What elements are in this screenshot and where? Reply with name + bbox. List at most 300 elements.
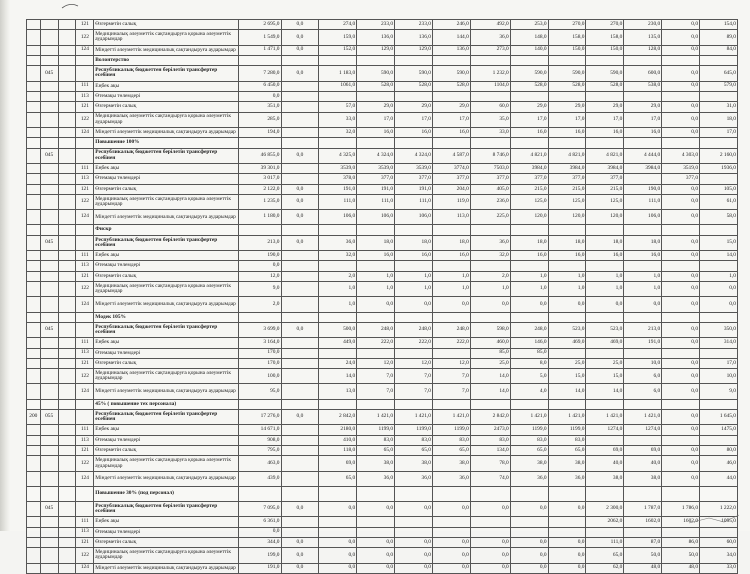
description-cell: Еңбек ақы xyxy=(94,425,239,435)
month-value-cell: 233,0 xyxy=(395,20,433,30)
month-value-cell: 144,0 xyxy=(432,30,470,45)
month-value-cell: 111,0 xyxy=(319,195,357,210)
level3-code-cell xyxy=(58,261,76,271)
month-value-cell: 4 303,0 xyxy=(662,148,700,163)
month-value-cell: 1,0 xyxy=(624,271,662,281)
description-cell: Еңбек ақы xyxy=(94,338,239,348)
value-cell xyxy=(700,312,738,322)
month-value-cell: 36,0 xyxy=(319,235,357,250)
total-cell: 439,0 xyxy=(239,471,281,486)
value-cell xyxy=(548,225,586,235)
level1-code-cell xyxy=(27,548,41,563)
month-value-cell: 89,0 xyxy=(700,30,738,45)
value-cell xyxy=(586,138,624,148)
month-value-cell: 36,0 xyxy=(395,471,433,486)
level1-code-cell xyxy=(27,446,41,456)
month-value-cell: 1602,0 xyxy=(662,517,700,527)
month-value-cell: 36,0 xyxy=(357,471,395,486)
description-cell: Өзгерметін салық xyxy=(94,102,239,112)
level2-code-cell xyxy=(40,338,58,348)
subclass-code-cell xyxy=(76,486,94,501)
month-value-cell: 60,0 xyxy=(700,537,738,547)
month-value-cell: 136,0 xyxy=(395,30,433,45)
month-value-cell: 65,0 xyxy=(357,446,395,456)
subclass-code-cell: 124 xyxy=(76,471,94,486)
level1-code-cell xyxy=(27,425,41,435)
month-value-cell: 34,0 xyxy=(700,548,738,563)
month-value-cell: 191,0 xyxy=(319,184,357,194)
level3-code-cell xyxy=(58,456,76,471)
month-value-cell: 0,0 xyxy=(662,446,700,456)
value-cell xyxy=(395,486,433,501)
month-value-cell: 128,0 xyxy=(624,45,662,55)
table-row xyxy=(27,471,738,486)
month-value-cell: 377,0 xyxy=(470,174,510,184)
month-value-cell xyxy=(586,435,624,445)
level3-code-cell xyxy=(58,358,76,368)
level1-code-cell xyxy=(27,20,41,30)
month-value-cell: 0,0 xyxy=(662,282,700,297)
month-value-cell: 29,0 xyxy=(432,102,470,112)
month-value-cell: 74,0 xyxy=(470,471,510,486)
description-cell: Республикалық бюджеттен берілетін трансфертер есебінен xyxy=(94,410,239,425)
month-value-cell xyxy=(470,261,510,271)
level2-code-cell: 045 xyxy=(40,66,58,81)
subclass-code-cell: 121 xyxy=(76,537,94,547)
month-value-cell: 12,0 xyxy=(357,358,395,368)
month-value-cell: 36,0 xyxy=(548,471,586,486)
month-value-cell xyxy=(281,261,319,271)
description-cell: Медициналық әлеуметтік сақтандыруға қорына әлеуметтік аударымдар xyxy=(94,30,239,45)
value-cell xyxy=(624,225,662,235)
month-value-cell xyxy=(357,91,395,101)
month-value-cell xyxy=(319,348,357,358)
level1-code-cell xyxy=(27,148,41,163)
value-cell xyxy=(700,55,738,65)
total-cell: 1 235,0 xyxy=(239,195,281,210)
total-cell: 7 095,0 xyxy=(239,501,281,516)
month-value-cell: 32,0 xyxy=(319,127,357,137)
month-value-cell: 83,0 xyxy=(395,435,433,445)
month-value-cell: 274,0 xyxy=(319,20,357,30)
subclass-code-cell: 111 xyxy=(76,425,94,435)
month-value-cell: 69,0 xyxy=(624,446,662,456)
month-value-cell: 120,0 xyxy=(586,210,624,225)
month-value-cell: 9,0 xyxy=(700,384,738,399)
month-value-cell: 500,0 xyxy=(319,322,357,337)
subclass-code-cell xyxy=(76,66,94,81)
month-value-cell: 528,0 xyxy=(432,81,470,91)
value-cell xyxy=(432,486,470,501)
month-value-cell: 105,0 xyxy=(700,184,738,194)
month-value-cell xyxy=(586,527,624,537)
level2-code-cell xyxy=(40,384,58,399)
month-value-cell xyxy=(624,527,662,537)
month-value-cell: 590,0 xyxy=(357,66,395,81)
level1-code-cell xyxy=(27,45,41,55)
month-value-cell: 0,0 xyxy=(662,384,700,399)
total-cell: 9,0 xyxy=(239,282,281,297)
month-value-cell xyxy=(357,527,395,537)
table-row xyxy=(27,20,738,30)
level3-code-cell xyxy=(58,30,76,45)
table-row xyxy=(27,271,738,281)
month-value-cell: 0,0 xyxy=(510,297,548,312)
subclass-code-cell: 122 xyxy=(76,369,94,384)
month-value-cell: 0,0 xyxy=(662,425,700,435)
month-value-cell: 0,0 xyxy=(662,112,700,127)
month-value-cell: 38,0 xyxy=(586,471,624,486)
month-value-cell xyxy=(548,348,586,358)
month-value-cell: 16,0 xyxy=(510,251,548,261)
month-value-cell: 273,0 xyxy=(470,45,510,55)
month-value-cell: 225,0 xyxy=(470,210,510,225)
month-value-cell: 10,0 xyxy=(700,369,738,384)
level2-code-cell xyxy=(40,471,58,486)
value-cell xyxy=(239,225,281,235)
value-cell xyxy=(281,55,319,65)
subclass-code-cell: 122 xyxy=(76,282,94,297)
month-value-cell xyxy=(281,471,319,486)
value-cell xyxy=(281,225,319,235)
month-value-cell: 1,0 xyxy=(548,282,586,297)
value-cell xyxy=(432,312,470,322)
month-value-cell: 2 300,0 xyxy=(586,501,624,516)
level1-code-cell xyxy=(27,369,41,384)
value-cell xyxy=(470,312,510,322)
subclass-code-cell: 113 xyxy=(76,348,94,358)
month-value-cell: 140,0 xyxy=(510,45,548,55)
level3-code-cell xyxy=(58,282,76,297)
month-value-cell: 16,0 xyxy=(432,127,470,137)
month-value-cell: 111,0 xyxy=(357,195,395,210)
month-value-cell: 469,0 xyxy=(548,338,586,348)
level1-code-cell: 200 xyxy=(27,410,41,425)
subclass-code-cell: 111 xyxy=(76,338,94,348)
month-value-cell: 13,0 xyxy=(319,384,357,399)
month-value-cell: 0,0 xyxy=(357,297,395,312)
month-value-cell: 58,0 xyxy=(700,210,738,225)
description-cell: Медициналық әлеуметтік сақтандыруға қорына әлеуметтік аударымдар xyxy=(94,195,239,210)
month-value-cell: 377,0 xyxy=(432,174,470,184)
subclass-code-cell: 121 xyxy=(76,20,94,30)
month-value-cell: 1475,0 xyxy=(700,425,738,435)
month-value-cell: 1,0 xyxy=(700,271,738,281)
level1-code-cell xyxy=(27,456,41,471)
month-value-cell: 1 421,0 xyxy=(357,410,395,425)
month-value-cell: 1,0 xyxy=(357,282,395,297)
month-value-cell: 222,0 xyxy=(357,338,395,348)
month-value-cell: 0,0 xyxy=(395,537,433,547)
total-cell: 2,0 xyxy=(239,297,281,312)
level3-code-cell xyxy=(58,399,76,409)
month-value-cell: 17,0 xyxy=(700,127,738,137)
month-value-cell xyxy=(586,91,624,101)
level1-code-cell xyxy=(27,322,41,337)
total-cell: 463,0 xyxy=(239,456,281,471)
value-cell xyxy=(510,486,548,501)
description-cell: Фискр xyxy=(94,225,239,235)
month-value-cell xyxy=(624,348,662,358)
month-value-cell: 106,0 xyxy=(319,210,357,225)
level2-code-cell xyxy=(40,399,58,409)
month-value-cell: 0,0 xyxy=(548,537,586,547)
month-value-cell: 213,0 xyxy=(624,322,662,337)
description-cell: Еңбек ақы xyxy=(94,163,239,173)
month-value-cell: 0,0 xyxy=(432,563,470,573)
value-cell xyxy=(586,225,624,235)
level3-code-cell xyxy=(58,348,76,358)
table-row xyxy=(27,384,738,399)
month-value-cell xyxy=(281,112,319,127)
value-cell xyxy=(432,55,470,65)
month-value-cell: 0,0 xyxy=(357,548,395,563)
level3-code-cell xyxy=(58,446,76,456)
value-cell xyxy=(319,486,357,501)
month-value-cell: 538,0 xyxy=(624,81,662,91)
month-value-cell: 25,0 xyxy=(470,358,510,368)
level3-code-cell xyxy=(58,148,76,163)
table-row xyxy=(27,148,738,163)
month-value-cell: 0,0 xyxy=(700,297,738,312)
month-value-cell: 590,0 xyxy=(432,66,470,81)
month-value-cell: 69,0 xyxy=(319,456,357,471)
level2-code-cell: 045 xyxy=(40,322,58,337)
level2-code-cell xyxy=(40,20,58,30)
level2-code-cell xyxy=(40,55,58,65)
month-value-cell xyxy=(432,91,470,101)
month-value-cell xyxy=(395,261,433,271)
month-value-cell: 0,0 xyxy=(662,30,700,45)
subclass-code-cell xyxy=(76,322,94,337)
month-value-cell: 2180,0 xyxy=(319,425,357,435)
month-value-cell: 29,0 xyxy=(395,102,433,112)
description-cell: Өзгерметін салық xyxy=(94,446,239,456)
month-value-cell: 14,0 xyxy=(548,384,586,399)
value-cell xyxy=(357,312,395,322)
month-value-cell: 0,0 xyxy=(281,322,319,337)
month-value-cell xyxy=(395,91,433,101)
level1-code-cell xyxy=(27,184,41,194)
month-value-cell: 528,0 xyxy=(357,81,395,91)
month-value-cell: 1199,0 xyxy=(548,425,586,435)
month-value-cell: 230,0 xyxy=(624,20,662,30)
level1-code-cell xyxy=(27,563,41,573)
month-value-cell xyxy=(281,174,319,184)
month-value-cell: 1061,0 xyxy=(319,81,357,91)
level2-code-cell xyxy=(40,163,58,173)
subclass-code-cell: 113 xyxy=(76,435,94,445)
table-row xyxy=(27,456,738,471)
month-value-cell: 24,0 xyxy=(319,358,357,368)
description-cell: Міндетті әлеуметтік медициналық сақтандыруға аударымдар xyxy=(94,127,239,137)
month-value-cell: 460,0 xyxy=(470,338,510,348)
month-value-cell: 69,0 xyxy=(586,446,624,456)
month-value-cell: 29,0 xyxy=(586,102,624,112)
month-value-cell: 2 160,0 xyxy=(700,148,738,163)
value-cell xyxy=(662,486,700,501)
month-value-cell: 0,0 xyxy=(662,271,700,281)
month-value-cell xyxy=(662,348,700,358)
value-cell xyxy=(395,225,433,235)
month-value-cell: 1 421,0 xyxy=(395,410,433,425)
month-value-cell: 113,0 xyxy=(432,210,470,225)
description-cell: Модек 105% xyxy=(94,312,239,322)
month-value-cell: 0,0 xyxy=(319,501,357,516)
month-value-cell: 1274,0 xyxy=(586,425,624,435)
level3-code-cell xyxy=(58,548,76,563)
table-row xyxy=(27,358,738,368)
month-value-cell xyxy=(281,91,319,101)
level1-code-cell xyxy=(27,66,41,81)
month-value-cell: 590,0 xyxy=(548,66,586,81)
month-value-cell: 0,0 xyxy=(662,297,700,312)
level2-code-cell: 055 xyxy=(40,410,58,425)
month-value-cell: 18,0 xyxy=(357,235,395,250)
level3-code-cell xyxy=(58,55,76,65)
month-value-cell: 60,0 xyxy=(470,102,510,112)
month-value-cell: 0,0 xyxy=(470,548,510,563)
level3-code-cell xyxy=(58,163,76,173)
month-value-cell: 111,0 xyxy=(395,195,433,210)
level3-code-cell xyxy=(58,486,76,501)
month-value-cell: 1,0 xyxy=(510,282,548,297)
level1-code-cell xyxy=(27,384,41,399)
month-value-cell: 12,0 xyxy=(432,358,470,368)
subclass-code-cell: 124 xyxy=(76,127,94,137)
month-value-cell: 38,0 xyxy=(624,471,662,486)
month-value-cell: 1 786,0 xyxy=(662,501,700,516)
month-value-cell xyxy=(281,102,319,112)
month-value-cell: 136,0 xyxy=(432,45,470,55)
month-value-cell: 1 183,0 xyxy=(319,66,357,81)
month-value-cell: 2,0 xyxy=(319,271,357,281)
month-value-cell: 590,0 xyxy=(395,66,433,81)
month-value-cell xyxy=(470,517,510,527)
month-value-cell: 0,0 xyxy=(281,548,319,563)
subclass-code-cell: 113 xyxy=(76,261,94,271)
level1-code-cell xyxy=(27,102,41,112)
level2-code-cell xyxy=(40,195,58,210)
value-cell xyxy=(281,138,319,148)
level3-code-cell xyxy=(58,271,76,281)
table-row xyxy=(27,410,738,425)
level3-code-cell xyxy=(58,384,76,399)
value-cell xyxy=(319,55,357,65)
month-value-cell: 7,0 xyxy=(357,384,395,399)
month-value-cell xyxy=(624,261,662,271)
month-value-cell: 4 444,0 xyxy=(624,148,662,163)
month-value-cell: 85,0 xyxy=(510,348,548,358)
month-value-cell: 3774,0 xyxy=(432,163,470,173)
month-value-cell: 1,0 xyxy=(319,282,357,297)
month-value-cell: 0,0 xyxy=(662,456,700,471)
value-cell xyxy=(319,138,357,148)
value-cell xyxy=(470,486,510,501)
month-value-cell: 0,0 xyxy=(470,537,510,547)
value-cell xyxy=(239,486,281,501)
month-value-cell: 1199,0 xyxy=(432,425,470,435)
month-value-cell: 65,0 xyxy=(432,446,470,456)
month-value-cell: 350,0 xyxy=(700,322,738,337)
value-cell xyxy=(470,225,510,235)
month-value-cell: 18,0 xyxy=(548,235,586,250)
month-value-cell: 16,0 xyxy=(586,127,624,137)
month-value-cell: 0,0 xyxy=(432,548,470,563)
month-value-cell: 0,0 xyxy=(470,297,510,312)
month-value-cell xyxy=(548,517,586,527)
month-value-cell: 3984,0 xyxy=(586,163,624,173)
value-cell xyxy=(357,399,395,409)
level3-code-cell xyxy=(58,527,76,537)
month-value-cell: 0,0 xyxy=(662,195,700,210)
month-value-cell: 148,0 xyxy=(510,30,548,45)
month-value-cell: 377,0 xyxy=(510,174,548,184)
total-cell: 46 855,0 xyxy=(239,148,281,163)
month-value-cell: 246,0 xyxy=(432,20,470,30)
level1-code-cell xyxy=(27,138,41,148)
month-value-cell: 0,0 xyxy=(357,537,395,547)
month-value-cell: 1,0 xyxy=(624,282,662,297)
month-value-cell: 83,0 xyxy=(510,435,548,445)
month-value-cell: 120,0 xyxy=(510,210,548,225)
value-cell xyxy=(432,225,470,235)
month-value-cell xyxy=(281,251,319,261)
month-value-cell: 248,0 xyxy=(432,322,470,337)
month-value-cell: 600,0 xyxy=(624,66,662,81)
table-row xyxy=(27,81,738,91)
month-value-cell: 2473,0 xyxy=(470,425,510,435)
month-value-cell: 86,0 xyxy=(662,537,700,547)
level3-code-cell xyxy=(58,102,76,112)
month-value-cell: 0,0 xyxy=(395,563,433,573)
month-value-cell xyxy=(281,348,319,358)
value-cell xyxy=(281,399,319,409)
month-value-cell: 125,0 xyxy=(548,195,586,210)
month-value-cell xyxy=(624,435,662,445)
value-cell xyxy=(510,399,548,409)
scan-edge-shadow xyxy=(0,0,10,531)
total-cell: 7 280,0 xyxy=(239,66,281,81)
month-value-cell: 29,0 xyxy=(624,102,662,112)
month-value-cell xyxy=(662,435,700,445)
value-cell xyxy=(239,55,281,65)
value-cell xyxy=(470,399,510,409)
total-cell: 3 017,0 xyxy=(239,174,281,184)
section-header-row xyxy=(27,225,738,235)
level3-code-cell xyxy=(58,435,76,445)
month-value-cell: 32,0 xyxy=(319,251,357,261)
table-row xyxy=(27,563,738,573)
level3-code-cell xyxy=(58,517,76,527)
level1-code-cell xyxy=(27,163,41,173)
month-value-cell: 78,0 xyxy=(470,456,510,471)
month-value-cell: 18,0 xyxy=(395,235,433,250)
month-value-cell: 33,0 xyxy=(700,563,738,573)
month-value-cell: 0,0 xyxy=(319,563,357,573)
value-cell xyxy=(357,486,395,501)
level2-code-cell xyxy=(40,456,58,471)
description-cell: Өзгерметін салық xyxy=(94,184,239,194)
description-cell: Міндетті әлеуметтік медициналық сақтандыруға аударымдар xyxy=(94,297,239,312)
level1-code-cell xyxy=(27,517,41,527)
month-value-cell: 1,0 xyxy=(586,271,624,281)
month-value-cell xyxy=(281,282,319,297)
level1-code-cell xyxy=(27,251,41,261)
description-cell: Еңбек ақы xyxy=(94,81,239,91)
month-value-cell: 129,0 xyxy=(357,45,395,55)
month-value-cell: 248,0 xyxy=(510,322,548,337)
